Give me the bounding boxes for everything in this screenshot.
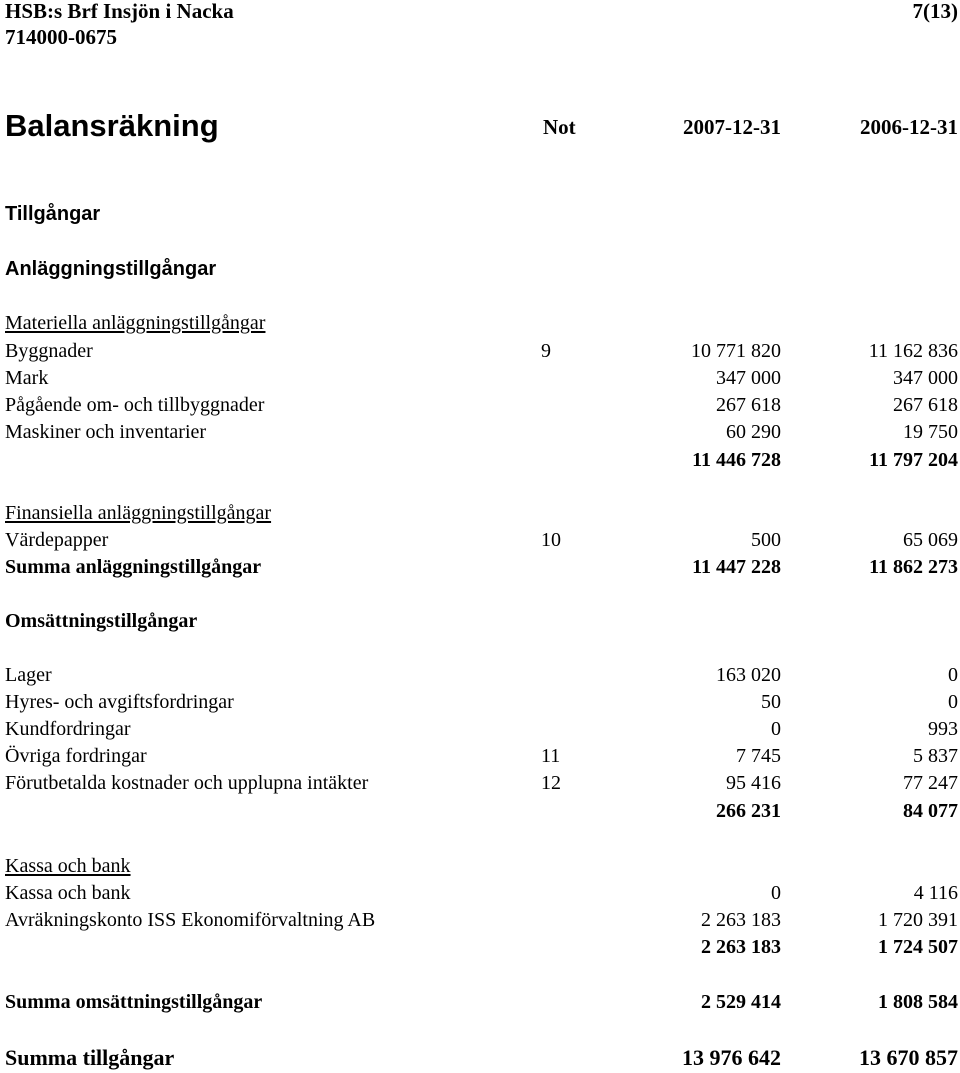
row-label: Värdepapper <box>5 529 109 551</box>
section-heading-assets: Tillgångar <box>5 203 101 225</box>
subtotal-2007: 2 263 183 <box>701 936 781 958</box>
page-title: Balansräkning <box>5 108 219 143</box>
row-value-2006: 4 116 <box>913 882 958 904</box>
subtotal-2006: 84 077 <box>903 800 958 822</box>
row-value-2006: 5 837 <box>913 745 958 767</box>
row-value-2006: 65 069 <box>903 529 958 551</box>
row-label: Kassa och bank <box>5 882 131 904</box>
row-value-2006: 19 750 <box>903 421 958 443</box>
row-value-2006: 0 <box>948 664 958 686</box>
column-header-2006: 2006-12-31 <box>860 115 958 139</box>
subtotal-2007: 266 231 <box>716 800 781 822</box>
sum-2007: 2 529 414 <box>701 991 781 1013</box>
row-value-2006: 77 247 <box>903 772 958 794</box>
subsection-heading-financial: Finansiella anläggningstillgångar <box>5 502 272 524</box>
organization-name: HSB:s Brf Insjön i Nacka <box>5 0 234 23</box>
row-label: Mark <box>5 367 49 389</box>
row-value-2006: 1 720 391 <box>878 909 958 931</box>
sum-2006: 11 862 273 <box>869 556 958 578</box>
sum-2006: 1 808 584 <box>878 991 958 1013</box>
row-label: Avräkningskonto ISS Ekonomiförvaltning AB <box>5 909 376 931</box>
page-number: 7(13) <box>912 0 958 23</box>
total-2006: 13 670 857 <box>859 1045 958 1070</box>
row-value-2007: 2 263 183 <box>701 909 781 931</box>
subtotal-2006: 11 797 204 <box>869 449 958 471</box>
subtotal-2006: 1 724 507 <box>878 936 958 958</box>
total-2007: 13 976 642 <box>682 1045 781 1070</box>
row-label: Övriga fordringar <box>5 745 147 767</box>
row-label: Pågående om- och tillbyggnader <box>5 394 265 416</box>
row-value-2007: 7 745 <box>736 745 781 767</box>
total-label: Summa tillgångar <box>5 1045 175 1070</box>
section-heading-fixed-assets: Anläggningstillgångar <box>5 258 217 280</box>
row-value-2006: 993 <box>928 718 958 740</box>
subtotal-2007: 11 446 728 <box>692 449 781 471</box>
row-value-2007: 95 416 <box>726 772 781 794</box>
row-value-2006: 267 618 <box>893 394 958 416</box>
row-label: Förutbetalda kostnader och upplupna intäkter <box>5 772 369 794</box>
organization-number: 714000-0675 <box>5 25 117 49</box>
row-note: 11 <box>541 745 561 767</box>
column-header-note: Not <box>543 115 576 139</box>
row-note: 9 <box>541 340 551 362</box>
sum-label: Summa anläggningstillgångar <box>5 556 262 578</box>
row-note: 12 <box>541 772 561 794</box>
row-value-2007: 10 771 820 <box>691 340 781 362</box>
row-label: Kundfordringar <box>5 718 131 740</box>
row-note: 10 <box>541 529 561 551</box>
row-value-2006: 11 162 836 <box>868 340 958 362</box>
row-value-2006: 347 000 <box>893 367 958 389</box>
row-value-2007: 0 <box>771 718 781 740</box>
row-value-2007: 267 618 <box>716 394 781 416</box>
row-value-2007: 500 <box>751 529 781 551</box>
column-header-2007: 2007-12-31 <box>683 115 781 139</box>
row-value-2007: 0 <box>771 882 781 904</box>
sum-2007: 11 447 228 <box>692 556 781 578</box>
section-heading-current-assets: Omsättningstillgångar <box>5 610 198 632</box>
sum-label: Summa omsättningstillgångar <box>5 991 263 1013</box>
row-value-2007: 347 000 <box>716 367 781 389</box>
subsection-heading-tangible: Materiella anläggningstillgångar <box>5 312 266 334</box>
row-label: Byggnader <box>5 340 93 362</box>
row-label: Hyres- och avgiftsfordringar <box>5 691 234 713</box>
row-label: Lager <box>5 664 52 686</box>
row-value-2007: 163 020 <box>716 664 781 686</box>
row-value-2007: 50 <box>761 691 781 713</box>
row-label: Maskiner och inventarier <box>5 421 207 443</box>
subsection-heading-cash: Kassa och bank <box>5 855 131 877</box>
row-value-2007: 60 290 <box>726 421 781 443</box>
row-value-2006: 0 <box>948 691 958 713</box>
